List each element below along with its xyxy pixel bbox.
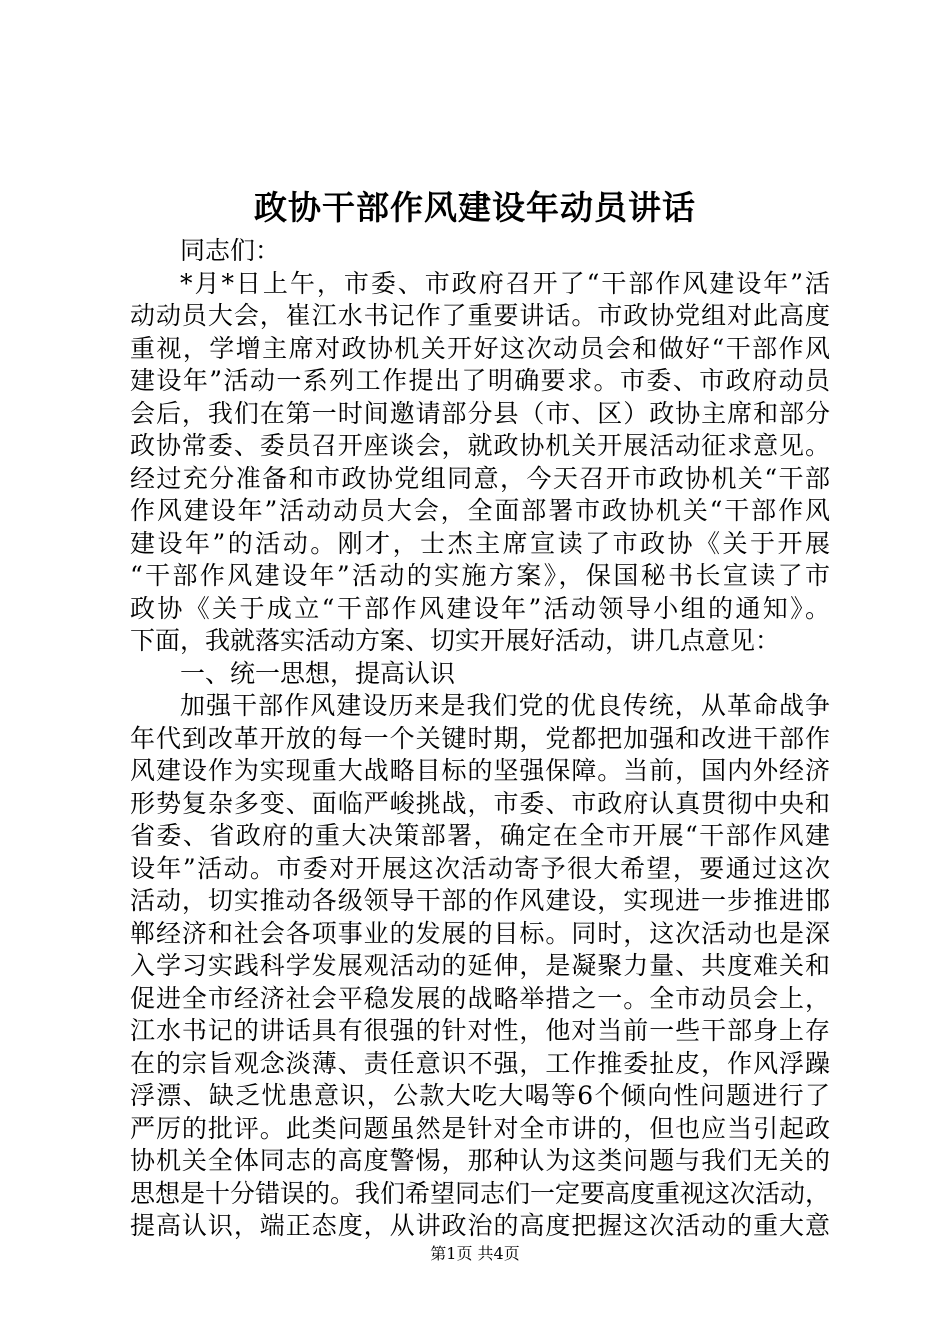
text-line: 动动员大会，崔江水书记作了重要讲话。市政协党组对此高度 [130,301,830,330]
text-line: 设年”活动。市委对开展这次活动寄予很大希望，要通过这次 [130,853,830,883]
text-line: 加强干部作风建设历来是我们党的优良传统，从革命战争 [180,691,830,720]
text-line: 促进全市经济社会平稳发展的战略举措之一。全市动员会上， [130,983,830,1013]
text-line: 思想是十分错误的。我们希望同志们一定要高度重视这次活动， [130,1178,830,1208]
text-line: 协机关全体同志的高度警惕，那种认为这类问题与我们无关的 [130,1146,830,1175]
text-line: 重视，学增主席对政协机关开好这次动员会和做好“干部作风 [130,333,830,363]
text-line: 政协常委、委员召开座谈会，就政协机关开展活动征求意见。 [130,431,830,460]
text-line: “干部作风建设年”活动的实施方案》，保国秘书长宣读了市 [130,561,830,590]
text-line: 入学习实践科学发展观活动的延伸，是凝聚力量、共度难关和 [130,951,830,980]
text-line: 政协《关于成立“干部作风建设年”活动领导小组的通知》。 [130,593,830,623]
text-line: 作风建设年”活动动员大会，全面部署市政协机关“干部作风 [130,496,830,525]
text-line: 建设年”的活动。刚才，士杰主席宣读了市政协《关于开展 [130,528,830,558]
text-line: 会后，我们在第一时间邀请部分县（市、区）政协主席和部分 [130,398,830,428]
text-line: 同志们： [180,236,281,265]
text-line: 下面，我就落实活动方案、切实开展好活动，讲几点意见： [130,626,781,655]
text-line: 活动，切实推动各级领导干部的作风建设，实现进一步推进邯 [130,886,830,915]
text-line: 风建设作为实现重大战略目标的坚强保障。当前，国内外经济 [130,756,830,785]
text-line: 在的宗旨观念淡薄、责任意识不强，工作推委扯皮，作风浮躁 [130,1048,830,1078]
text-line: 经过充分准备和市政协党组同意，今天召开市政协机关“干部 [130,463,830,493]
text-line: 省委、省政府的重大决策部署，确定在全市开展“干部作风建 [130,821,830,850]
text-line: 年代到改革开放的每一个关键时期，党都把加强和改进干部作 [130,723,830,753]
text-line: 形势复杂多变、面临严峻挑战，市委、市政府认真贯彻中央和 [130,788,830,818]
text-line: 江水书记的讲话具有很强的针对性，他对当前一些干部身上存 [130,1016,830,1045]
text-line: 郸经济和社会各项事业的发展的目标。同时，这次活动也是深 [130,918,830,948]
text-line: 提高认识，端正态度，从讲政治的高度把握这次活动的重大意 [130,1211,830,1240]
page-footer: 第1页 共4页 [430,1244,520,1263]
text-line: 建设年”活动一系列工作提出了明确要求。市委、市政府动员 [130,366,830,395]
text-line: *月*日上午，市委、市政府召开了“干部作风建设年”活 [180,268,830,298]
text-line: 浮漂、缺乏忧患意识，公款大吃大喝等6个倾向性问题进行了 [130,1081,830,1110]
document-title: 政协干部作风建设年动员讲话 [254,188,696,227]
document-body [130,235,830,1243]
text-line: 一、统一思想，提高认识 [180,658,456,688]
text-line: 严厉的批评。此类问题虽然是针对全市讲的，但也应当引起政 [130,1113,830,1143]
